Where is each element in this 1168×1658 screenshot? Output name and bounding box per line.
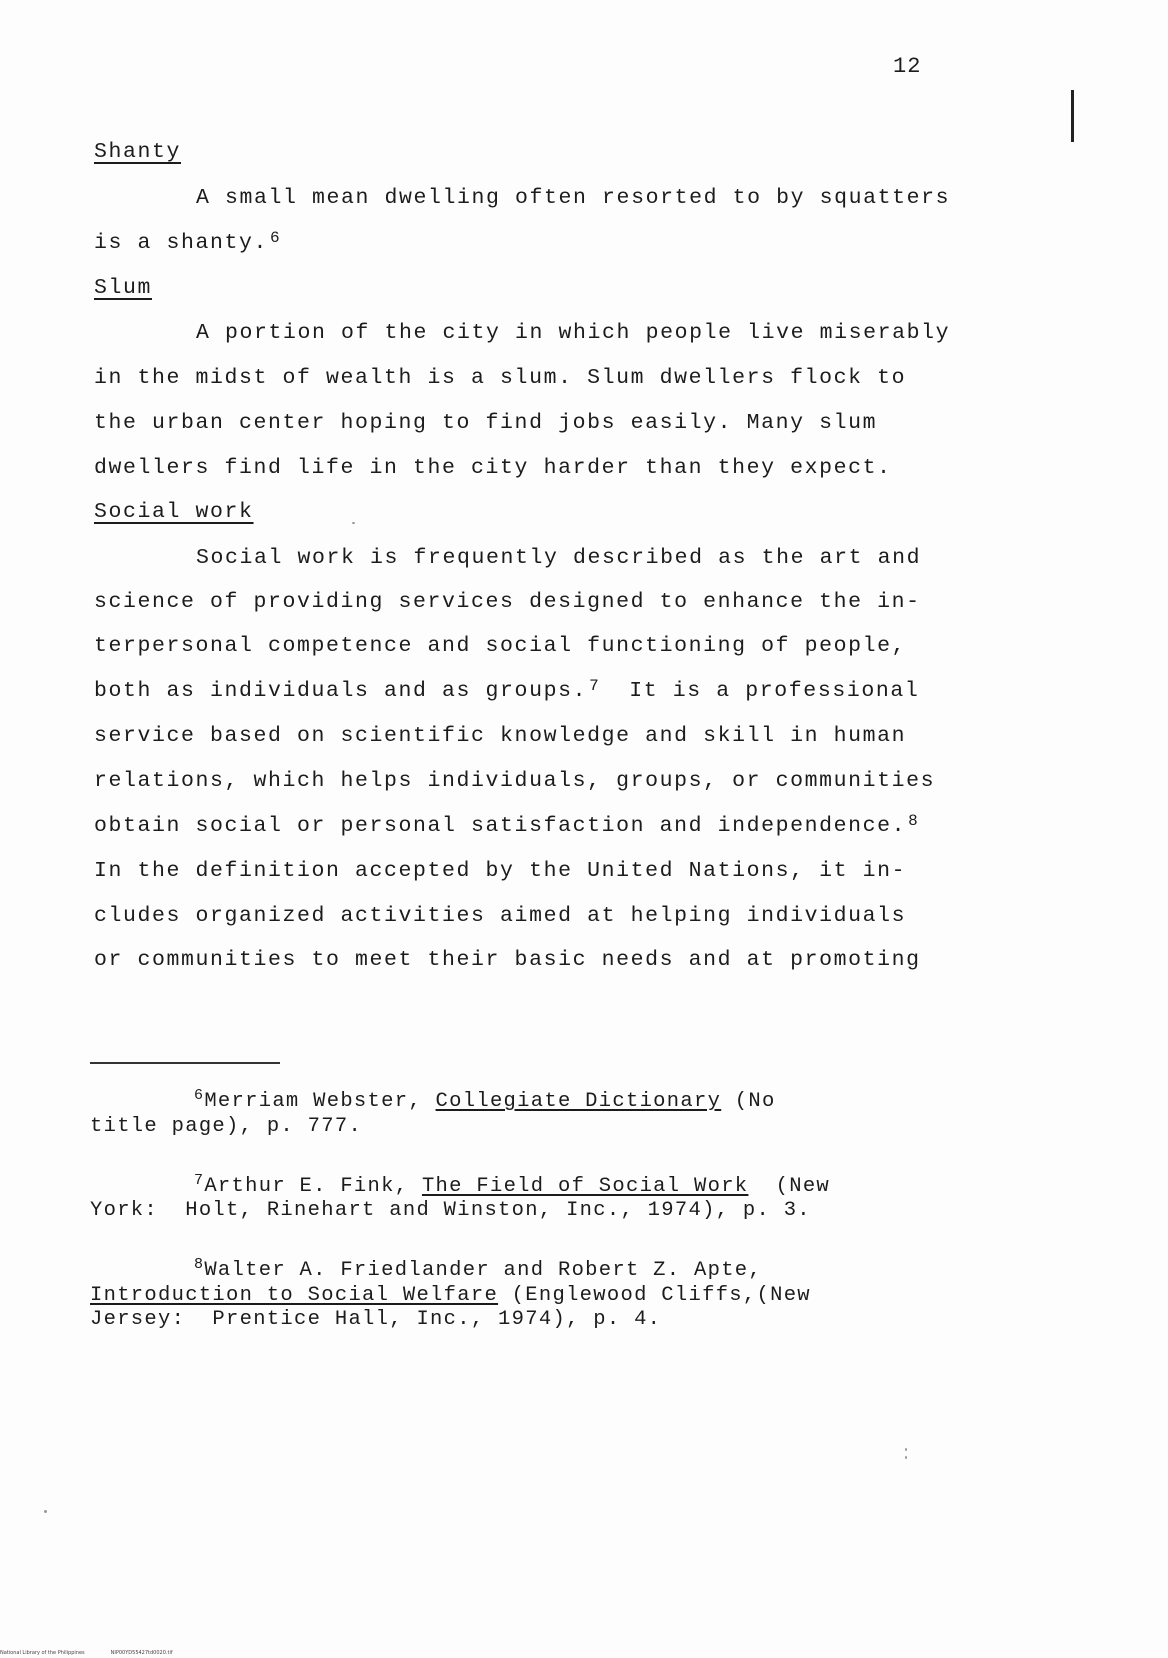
footnote-number: 7 — [194, 1172, 205, 1189]
footnote-8-line-2 — [90, 1284, 811, 1307]
scan-speck — [44, 1510, 47, 1513]
footnote-text: (New — [748, 1175, 831, 1198]
footnote-6 — [194, 1087, 776, 1113]
footnote-number: 8 — [194, 1256, 205, 1273]
body-line — [94, 679, 919, 703]
footnote-author: Merriam Webster, — [204, 1090, 436, 1113]
body-line: the urban center hoping to find jobs easily. Many slum — [94, 411, 878, 435]
footnote-number: 6 — [194, 1087, 205, 1104]
body-line-text: is a shanty. — [94, 231, 269, 255]
footnote-text: (Englewood Cliffs,(New — [498, 1284, 811, 1307]
footnote-7-line-2: York: Holt, Rinehart and Winston, Inc., 1974), p. 3. — [90, 1199, 811, 1222]
footnote-author: Walter A. Friedlander and Robert Z. Apte, — [204, 1259, 762, 1282]
scan-speck — [905, 1448, 907, 1451]
body-line: In the definition accepted by the United Nations, it in- — [94, 859, 907, 883]
scan-speck — [352, 522, 355, 524]
footer-library: National Library of the Philippines — [0, 1650, 85, 1656]
footer-file: NIP00YD55427td0020.tif — [110, 1650, 173, 1656]
heading-social-work: Social work — [94, 500, 254, 524]
page-number: 12 — [893, 54, 922, 79]
heading-shanty: Shanty — [94, 140, 182, 164]
body-line: in the midst of wealth is a slum. Slum dwellers flock to — [94, 366, 907, 390]
body-line: cludes organized activities aimed at helping individuals — [94, 904, 907, 928]
body-line — [94, 231, 281, 255]
body-line: dwellers find life in the city harder than they expect. — [94, 456, 892, 480]
body-line: or communities to meet their basic needs and at promoting — [94, 948, 921, 972]
body-line — [94, 814, 919, 838]
footnote-ref: 7 — [589, 677, 601, 695]
footnote-author: Arthur E. Fink, — [204, 1175, 422, 1198]
footnote-7 — [194, 1172, 831, 1198]
body-line: Social work is frequently described as the art and — [196, 546, 922, 570]
body-line: science of providing services designed to enhance the in- — [94, 590, 921, 614]
body-line: A portion of the city in which people live miserably — [196, 321, 951, 345]
scan-edge-mark — [1071, 90, 1074, 142]
scan-speck — [905, 1456, 907, 1459]
body-line: service based on scientific knowledge and skill in human — [94, 724, 907, 748]
footnote-ref: 6 — [270, 229, 282, 247]
body-line: relations, which helps individuals, groups, or communities — [94, 769, 936, 793]
scan-footer — [0, 1650, 199, 1656]
footnote-separator — [90, 1062, 280, 1064]
body-line-text: obtain social or personal satisfaction and independence. — [94, 814, 907, 838]
footnote-text: (No — [721, 1090, 776, 1113]
heading-slum: Slum — [94, 276, 153, 300]
body-line: terpersonal competence and social functioning of people, — [94, 634, 907, 658]
body-line-text: It is a professional — [600, 679, 920, 703]
footnote-6-line-2: title page), p. 777. — [90, 1115, 363, 1138]
footnote-8 — [194, 1256, 762, 1282]
body-line: A small mean dwelling often resorted to by squatters — [196, 186, 951, 210]
footnote-ref: 8 — [908, 812, 920, 830]
footnote-title: The Field of Social Work — [421, 1175, 749, 1198]
body-line-text: both as individuals and as groups. — [94, 679, 588, 703]
footnote-8-line-3: Jersey: Prentice Hall, Inc., 1974), p. 4. — [90, 1308, 662, 1331]
footnote-title: Collegiate Dictionary — [435, 1090, 722, 1113]
footnote-title: Introduction to Social Welfare — [90, 1284, 499, 1307]
